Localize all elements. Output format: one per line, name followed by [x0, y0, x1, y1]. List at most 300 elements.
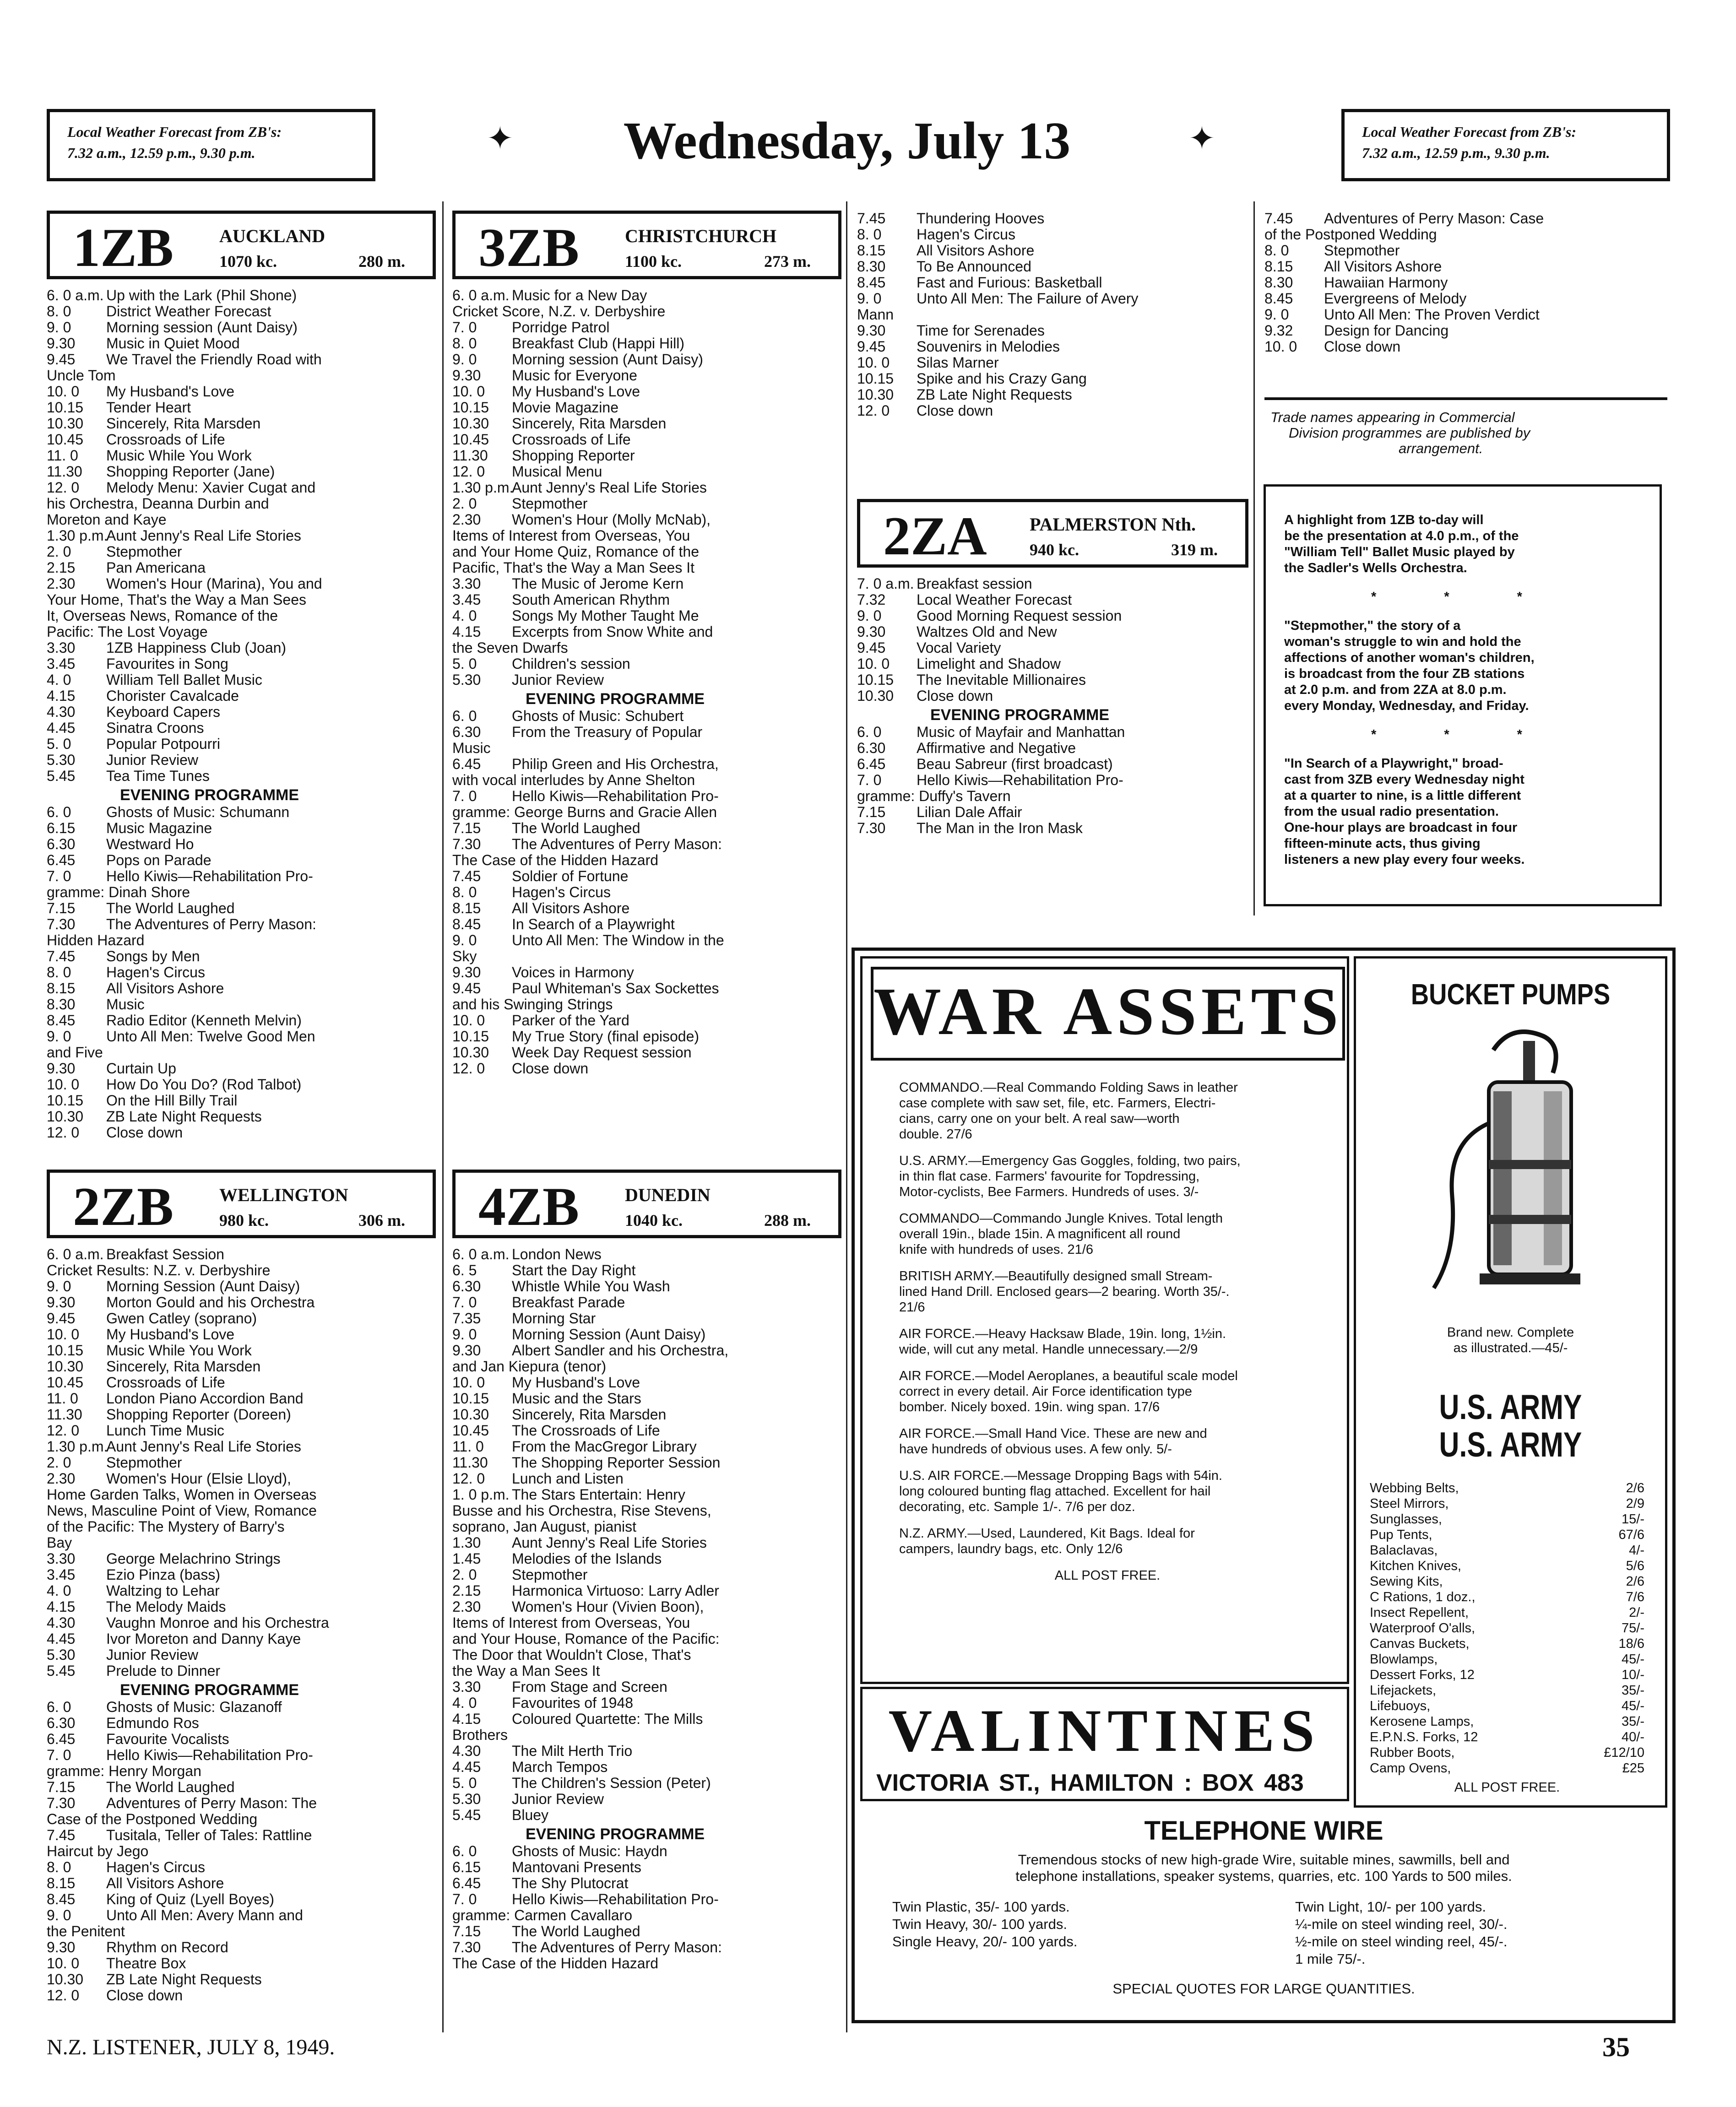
- war-asset-line: long coloured bunting flag attached. Excellent for hail: [899, 1484, 1211, 1499]
- programme-item: [47, 1125, 436, 1141]
- programme-title: Hagen's Circus: [512, 884, 611, 900]
- programme-item: [452, 287, 841, 303]
- programme-time: 6.30: [47, 836, 76, 852]
- programme-time: 7.15: [47, 1779, 76, 1795]
- programme-item: [452, 997, 841, 1013]
- programme-title: Silas Marner: [917, 355, 999, 371]
- war-asset-line: campers, laundry bags, etc. Only 12/6: [899, 1542, 1123, 1556]
- station-call-sign: 2ZB: [73, 1176, 174, 1237]
- programme-title: Women's Hour (Elsie Lloyd),: [106, 1471, 291, 1487]
- programme-item: [47, 1407, 436, 1423]
- programme-title: Time for Serenades: [917, 323, 1045, 339]
- column-2: [452, 211, 841, 1077]
- programme-title: Hello Kiwis—Rehabilitation Pro-: [106, 1747, 313, 1763]
- programme-item: [452, 932, 841, 948]
- programme-item: [47, 980, 436, 997]
- separator-dots: * * *: [1371, 590, 1554, 604]
- programme-time: 12. 0: [857, 403, 890, 419]
- programme-title: The Milt Herth Trio: [512, 1743, 633, 1759]
- programme-item: [452, 1711, 841, 1727]
- programme-item: [452, 804, 841, 820]
- programme-item: [857, 656, 1248, 672]
- programme-time: 1.30 p.m.: [47, 1439, 108, 1455]
- programme-title: Ivor Moreton and Danny Kaye: [106, 1631, 301, 1647]
- programme-title: How Do You Do? (Rod Talbot): [106, 1077, 302, 1093]
- programme-title: Affirmative and Negative: [917, 740, 1076, 756]
- telephone-wire-panel: [860, 1811, 1667, 2017]
- evening-programme-heading: EVENING PROGRAMME: [120, 786, 299, 804]
- programme-item: [452, 672, 841, 688]
- programme-list-4zb: [452, 1246, 841, 1972]
- programme-time: 10.15: [47, 1093, 84, 1109]
- programme-title: Prelude to Dinner: [106, 1663, 221, 1679]
- programme-time: 5.30: [47, 1647, 76, 1663]
- programme-title: gramme: Henry Morgan: [47, 1763, 201, 1779]
- evening-programme-heading: EVENING PROGRAMME: [120, 1681, 299, 1699]
- highlight-line: "William Tell" Ballet Music played by: [1284, 545, 1515, 559]
- programme-time: 9.30: [857, 323, 886, 339]
- programme-item: [47, 496, 436, 512]
- programme-title: and Jan Kiepura (tenor): [452, 1359, 607, 1375]
- programme-title: To Be Announced: [917, 259, 1031, 275]
- programme-item: [452, 576, 841, 592]
- war-asset-line: decorating, etc. Sample 1/-. 7/6 per doz.: [899, 1500, 1135, 1514]
- price-row: [1370, 1683, 1644, 1698]
- programme-title: Local Weather Forecast: [917, 592, 1072, 608]
- programme-item: [452, 1535, 841, 1551]
- price-row: [1370, 1760, 1644, 1776]
- programme-title: Curtain Up: [106, 1061, 176, 1077]
- price-item: Blowlamps,: [1370, 1652, 1438, 1667]
- programme-item: [857, 592, 1248, 608]
- programme-time: 7.15: [857, 804, 886, 820]
- price-value: 75/-: [1622, 1621, 1644, 1636]
- programme-title: Music for Everyone: [512, 368, 637, 384]
- programme-title: Voices in Harmony: [512, 964, 634, 980]
- wire-price-line: Twin Light, 10/- per 100 yards.: [1295, 1899, 1486, 1915]
- programme-item: [1264, 307, 1667, 323]
- programme-time: 9. 0: [47, 1907, 71, 1923]
- programme-time: 10.30: [452, 1045, 489, 1061]
- programme-time: 4.45: [452, 1759, 481, 1775]
- programme-item: [857, 387, 1248, 403]
- programme-time: 12. 0: [452, 464, 485, 480]
- programme-time: 2.15: [47, 560, 76, 576]
- programme-time: 6. 0 a.m.: [47, 1246, 104, 1262]
- programme-title: Pacific, That's the Way a Man Sees It: [452, 560, 694, 576]
- programme-item: [47, 804, 436, 820]
- programme-item: [452, 400, 841, 416]
- programme-item: [452, 384, 841, 400]
- programme-time: 9. 0: [47, 1278, 71, 1295]
- war-asset-line: knife with hundreds of uses. 21/6: [899, 1242, 1093, 1257]
- programme-time: 4.45: [47, 720, 76, 736]
- programme-time: 6. 0 a.m.: [47, 287, 104, 303]
- programme-title: Vaughn Monroe and his Orchestra: [106, 1615, 329, 1631]
- programme-item: [452, 740, 841, 756]
- programme-item: [452, 368, 841, 384]
- us-army-heading: U.S. ARMY: [1439, 1425, 1582, 1464]
- programme-item: [47, 1029, 436, 1045]
- programme-title: Lunch Time Music: [106, 1423, 224, 1439]
- programme-title: Favourite Vocalists: [106, 1731, 229, 1747]
- price-row: [1370, 1605, 1644, 1620]
- programme-item: [452, 512, 841, 528]
- bucket-pumps-description: [1356, 1325, 1665, 1356]
- programme-item: [47, 997, 436, 1013]
- programme-title: Close down: [106, 1125, 183, 1141]
- programme-time: 10. 0: [1264, 339, 1297, 355]
- price-value: 4/-: [1629, 1543, 1644, 1558]
- programme-item: [47, 464, 436, 480]
- programme-title: The Music of Jerome Kern: [512, 576, 684, 592]
- programme-list-2zb-continued: [1264, 211, 1667, 355]
- column-4: [1264, 211, 1667, 355]
- programme-time: 10.45: [452, 1423, 489, 1439]
- programme-title: Shopping Reporter (Jane): [106, 464, 275, 480]
- programme-title: My Husband's Love: [512, 384, 640, 400]
- programme-title: his Orchestra, Deanna Durbin and: [47, 496, 269, 512]
- programme-title: Items of Interest from Overseas, You: [452, 1615, 690, 1631]
- war-asset-line: correct in every detail. Air Force identification type: [899, 1384, 1192, 1399]
- station-header-4zb: [452, 1170, 841, 1238]
- programme-time: 10. 0: [857, 355, 890, 371]
- programme-title: From Stage and Screen: [512, 1679, 667, 1695]
- station-header-2za: [857, 499, 1248, 568]
- publication-footer: N.Z. LISTENER, JULY 8, 1949.: [47, 2035, 335, 2059]
- programme-item: [452, 1727, 841, 1743]
- price-item: E.P.N.S. Forks, 12: [1370, 1730, 1478, 1744]
- telephone-wire-description: [860, 1852, 1667, 1885]
- highlight-line: be the presentation at 4.0 p.m., of the: [1284, 529, 1519, 543]
- programme-item: [857, 772, 1248, 788]
- programme-item: [47, 1747, 436, 1763]
- programme-title: Breakfast session: [917, 576, 1032, 592]
- programme-item: [47, 368, 436, 384]
- programme-item: [47, 384, 436, 400]
- programme-time: 8.30: [857, 259, 886, 275]
- price-row: [1370, 1589, 1644, 1605]
- programme-item: [47, 1615, 436, 1631]
- programme-time: 5.30: [452, 1791, 481, 1807]
- programme-item: [47, 287, 436, 303]
- programme-title: Items of Interest from Overseas, You: [452, 528, 690, 544]
- programme-time: 2.30: [47, 1471, 76, 1487]
- programme-title: Soldier of Fortune: [512, 868, 629, 884]
- war-asset-line: case complete with saw set, file, etc. Farmers, Electri-: [899, 1096, 1216, 1110]
- programme-item: [47, 480, 436, 496]
- price-row: [1370, 1620, 1644, 1636]
- programme-time: 1.30: [452, 1535, 481, 1551]
- programme-time: 10. 0: [452, 1375, 485, 1391]
- programme-time: 6.30: [452, 724, 481, 740]
- programme-title: of the Pacific: The Mystery of Barry's: [47, 1519, 285, 1535]
- price-row: [1370, 1652, 1644, 1667]
- programme-item: [452, 608, 841, 624]
- programme-item: [857, 307, 1248, 323]
- programme-title: March Tempos: [512, 1759, 608, 1775]
- programme-item: [857, 243, 1248, 259]
- war-asset-line: bomber. Nicely boxed. 19in. wing span. 17/6: [899, 1400, 1160, 1414]
- programme-time: 10.45: [47, 1375, 84, 1391]
- programme-item: [47, 704, 436, 720]
- programme-title: Gwen Catley (soprano): [106, 1311, 257, 1327]
- programme-item: [47, 1859, 436, 1875]
- programme-title: Porridge Patrol: [512, 320, 610, 336]
- divider: [1264, 397, 1667, 400]
- programme-item: [47, 884, 436, 900]
- war-asset-item: [899, 1326, 1316, 1357]
- programme-item: [452, 1519, 841, 1535]
- programme-time: 6. 0: [47, 1699, 71, 1715]
- programme-item: [452, 708, 841, 724]
- programme-title: The Melody Maids: [106, 1599, 226, 1615]
- column-rule: [846, 201, 847, 2032]
- programme-item: [452, 1471, 841, 1487]
- programme-time: 11.30: [452, 448, 488, 464]
- programme-item: [857, 624, 1248, 640]
- price-item: Balaclavas,: [1370, 1543, 1438, 1558]
- war-asset-line: COMMANDO—Commando Jungle Knives. Total length: [899, 1211, 1223, 1226]
- price-item: Rubber Boots,: [1370, 1745, 1455, 1760]
- programme-item: [452, 1875, 841, 1891]
- programme-title: Children's session: [512, 656, 630, 672]
- programme-item: [857, 211, 1248, 227]
- programme-item: [452, 900, 841, 916]
- war-asset-line: U.S. ARMY.—Emergency Gas Goggles, folding, two pairs,: [899, 1154, 1241, 1168]
- programme-time: 6. 0: [452, 1843, 477, 1859]
- station-city: DUNEDIN: [625, 1185, 711, 1205]
- programme-time: 10.45: [47, 432, 84, 448]
- programme-item: [452, 1311, 841, 1327]
- programme-title: The Case of the Hidden Hazard: [452, 852, 659, 868]
- wire-prices-right: [1295, 1898, 1508, 1968]
- highlight-line: from the usual radio presentation.: [1284, 804, 1499, 819]
- programme-time: 8. 0: [47, 303, 71, 320]
- programme-item: [452, 1262, 841, 1278]
- programme-item: [857, 756, 1248, 772]
- valintines-address: VICTORIA ST., HAMILTON : BOX 483: [876, 1770, 1304, 1796]
- programme-time: 10.15: [452, 400, 489, 416]
- station-wavelength: 306 m.: [358, 1211, 405, 1230]
- programme-title: News, Masculine Point of View, Romance: [47, 1503, 317, 1519]
- war-asset-line: in thin flat case. Farmers' favourite for Topdressing,: [899, 1169, 1200, 1184]
- weather-forecast-times: 7.32 a.m., 12.59 p.m., 9.30 p.m.: [1362, 145, 1550, 161]
- programme-item: [452, 1343, 841, 1359]
- programme-item: [47, 1988, 436, 2004]
- programme-item: [857, 788, 1248, 804]
- price-value: 67/6: [1618, 1527, 1644, 1542]
- wire-price-line: 1 mile 75/-.: [1295, 1951, 1366, 1967]
- programme-time: 4. 0: [47, 1583, 71, 1599]
- programme-item: [47, 1907, 436, 1923]
- programme-title: In Search of a Playwright: [512, 916, 675, 932]
- programme-time: 9.30: [452, 964, 481, 980]
- price-item: Webbing Belts,: [1370, 1481, 1459, 1495]
- programme-item: [47, 1955, 436, 1972]
- programme-item: [47, 1262, 436, 1278]
- programme-time: 9. 0: [857, 291, 882, 307]
- bucket-pumps-panel: [1354, 956, 1667, 1808]
- programme-item: [47, 1343, 436, 1359]
- programme-title: Women's Hour (Vivien Boon),: [512, 1599, 704, 1615]
- war-asset-item: [899, 1426, 1316, 1457]
- programme-time: 10. 0: [452, 384, 485, 400]
- programme-title: Stepmother: [1324, 243, 1400, 259]
- programme-time: 7. 0: [452, 1891, 477, 1907]
- programme-title: Shopping Reporter (Doreen): [106, 1407, 291, 1423]
- programme-title: Adventures of Perry Mason: Case: [1324, 211, 1544, 227]
- page-number: 35: [1602, 2032, 1630, 2062]
- war-asset-line: wide, will cut any metal. Handle unnecessary.—2/9: [899, 1342, 1198, 1357]
- valintines-advertisement: [852, 948, 1676, 2023]
- war-asset-item: [899, 1268, 1316, 1315]
- valintines-name: VALINTINES: [888, 1697, 1321, 1764]
- programme-title: Junior Review: [106, 1647, 198, 1663]
- programme-title: Music: [452, 740, 491, 756]
- programme-item: [452, 1907, 841, 1923]
- programme-title: Design for Dancing: [1324, 323, 1449, 339]
- programme-title: and Five: [47, 1045, 103, 1061]
- programme-time: 9. 0: [452, 932, 477, 948]
- station-wavelength: 288 m.: [764, 1211, 811, 1230]
- column-3: [857, 211, 1248, 419]
- price-list: [1370, 1480, 1644, 1795]
- programme-list-2za: [857, 576, 1248, 836]
- programme-item: [47, 1827, 436, 1843]
- programme-item: [47, 1077, 436, 1093]
- programme-time: 8.45: [47, 1891, 76, 1907]
- programme-title: Aunt Jenny's Real Life Stories: [106, 1439, 301, 1455]
- programme-item: [452, 320, 841, 336]
- programme-title: The World Laughed: [512, 820, 640, 836]
- programme-item: [452, 724, 841, 740]
- price-value: 35/-: [1622, 1714, 1644, 1729]
- programme-title: Music: [106, 997, 145, 1013]
- price-value: 40/-: [1622, 1730, 1644, 1744]
- programme-time: 2. 0: [452, 1567, 477, 1583]
- programme-title: Pan Americana: [106, 560, 206, 576]
- programme-item: [452, 1567, 841, 1583]
- programme-title: The Adventures of Perry Mason:: [512, 836, 722, 852]
- programme-title: Music While You Work: [106, 448, 252, 464]
- programme-time: 9.30: [452, 1343, 481, 1359]
- programme-time: 9. 0: [857, 608, 882, 624]
- programme-item: [857, 227, 1248, 243]
- programme-title: Pops on Parade: [106, 852, 212, 868]
- programme-title: It, Overseas News, Romance of the: [47, 608, 278, 624]
- programme-title: Your Home, That's the Way a Man Sees: [47, 592, 306, 608]
- programme-title: Unto All Men: Twelve Good Men: [106, 1029, 315, 1045]
- programme-time: 4.15: [452, 1711, 481, 1727]
- programme-item: [47, 1278, 436, 1295]
- programme-item: [47, 1093, 436, 1109]
- programme-item: [452, 1955, 841, 1972]
- programme-title: The World Laughed: [512, 1923, 640, 1939]
- programme-title: Beau Sabreur (first broadcast): [917, 756, 1113, 772]
- programme-time: 6.45: [857, 756, 886, 772]
- station-city: WELLINGTON: [219, 1185, 348, 1205]
- programme-time: 8.30: [1264, 275, 1293, 291]
- price-value: 2/-: [1629, 1605, 1644, 1620]
- telephone-wire-footer: SPECIAL QUOTES FOR LARGE QUANTITIES.: [1112, 1981, 1415, 1997]
- programme-time: 5.30: [452, 672, 481, 688]
- programme-item: [47, 1045, 436, 1061]
- programme-title: Unto All Men: The Proven Verdict: [1324, 307, 1540, 323]
- programme-title: London News: [512, 1246, 602, 1262]
- war-asset-item: [899, 1080, 1316, 1142]
- programme-title: the Seven Dwarfs: [452, 640, 568, 656]
- programme-title: Ezio Pinza (bass): [106, 1567, 220, 1583]
- programme-time: 8. 0: [452, 884, 477, 900]
- programme-item: [452, 480, 841, 496]
- programme-item: [857, 291, 1248, 307]
- programme-time: 12. 0: [47, 1423, 80, 1439]
- programme-item: [857, 608, 1248, 624]
- programme-item: [452, 496, 841, 512]
- programme-title: Hidden Hazard: [47, 932, 145, 948]
- price-row: [1370, 1480, 1644, 1496]
- programme-title: Coloured Quartette: The Mills: [512, 1711, 703, 1727]
- war-asset-line: COMMANDO.—Real Commando Folding Saws in leather: [899, 1080, 1238, 1095]
- highlight-line: the Sadler's Wells Orchestra.: [1284, 561, 1467, 575]
- programme-title: Keyboard Capers: [106, 704, 221, 720]
- programme-item: [47, 1487, 436, 1503]
- programme-time: 8.30: [47, 997, 76, 1013]
- programme-item: [452, 1423, 841, 1439]
- programme-title: Junior Review: [512, 1791, 604, 1807]
- war-asset-line: U.S. AIR FORCE.—Message Dropping Bags with 54in.: [899, 1468, 1222, 1483]
- programme-time: 10. 0: [47, 1077, 80, 1093]
- war-asset-line: BRITISH ARMY.—Beautifully designed small Stream-: [899, 1269, 1213, 1284]
- price-row: [1370, 1636, 1644, 1652]
- programme-item: [452, 1455, 841, 1471]
- programme-item: [857, 804, 1248, 820]
- programme-time: 8.15: [47, 1875, 76, 1891]
- programme-item: [47, 916, 436, 932]
- programme-time: 6.30: [452, 1278, 481, 1295]
- programme-item: [1264, 227, 1667, 243]
- programme-title: with vocal interludes by Anne Shelton: [452, 772, 695, 788]
- programme-item: [452, 1775, 841, 1791]
- programme-title: The Door that Wouldn't Close, That's: [452, 1647, 691, 1663]
- programme-time: 5.45: [47, 768, 76, 784]
- programme-item: [47, 432, 436, 448]
- programme-item: [452, 432, 841, 448]
- programme-title: Fast and Furious: Basketball: [917, 275, 1102, 291]
- column-1: [47, 211, 436, 1141]
- programme-time: 10.15: [452, 1391, 489, 1407]
- programme-item: [452, 916, 841, 932]
- programme-item: [452, 1391, 841, 1407]
- station-frequency: 1070 kc.: [219, 252, 277, 271]
- programme-title: Close down: [106, 1988, 183, 2004]
- programme-time: 7. 0: [47, 868, 71, 884]
- war-asset-line: N.Z. ARMY.—Used, Laundered, Kit Bags. Ideal for: [899, 1526, 1195, 1541]
- programme-time: 6. 0 a.m.: [452, 287, 510, 303]
- programme-item: [452, 1013, 841, 1029]
- price-value: 2/6: [1626, 1481, 1644, 1495]
- programme-time: 9.45: [857, 339, 886, 355]
- programme-title: Tender Heart: [106, 400, 191, 416]
- programme-time: 9.45: [452, 980, 481, 997]
- programme-title: Close down: [1324, 339, 1401, 355]
- programme-item: [47, 720, 436, 736]
- programme-title: Good Morning Request session: [917, 608, 1122, 624]
- programme-item: [47, 672, 436, 688]
- station-city: AUCKLAND: [219, 226, 326, 246]
- programme-title: All Visitors Ashore: [1324, 259, 1442, 275]
